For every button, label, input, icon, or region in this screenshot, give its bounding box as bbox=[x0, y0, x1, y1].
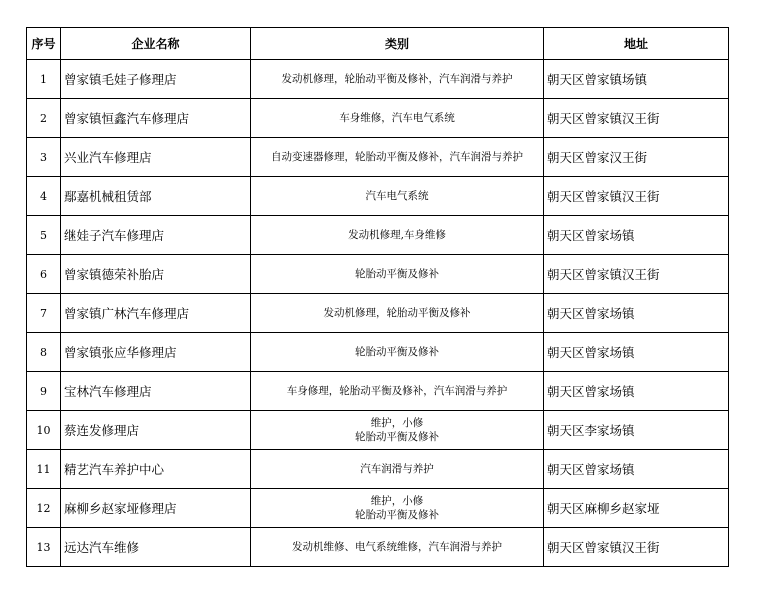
cell-address: 朝天区曾家镇汉王街 bbox=[544, 255, 729, 294]
cell-no: 4 bbox=[27, 177, 61, 216]
cell-address: 朝天区曾家汉王街 bbox=[544, 138, 729, 177]
cell-name: 蔡连发修理店 bbox=[61, 411, 251, 450]
cell-address: 朝天区麻柳乡赵家垭 bbox=[544, 489, 729, 528]
cell-no: 1 bbox=[27, 60, 61, 99]
cell-address: 朝天区曾家场镇 bbox=[544, 216, 729, 255]
cell-no: 13 bbox=[27, 528, 61, 567]
cell-category bbox=[251, 60, 544, 99]
cell-name: 麻柳乡赵家垭修理店 bbox=[61, 489, 251, 528]
category-line: 自动变速器修理，轮胎动平衡及修补，汽车润滑与养护 bbox=[271, 151, 523, 163]
category-line: 轮胎动平衡及修补 bbox=[355, 431, 439, 443]
table-row bbox=[27, 138, 729, 177]
category-line: 汽车润滑与养护 bbox=[360, 463, 434, 475]
header-address: 地址 bbox=[544, 28, 729, 60]
table-row bbox=[27, 528, 729, 567]
table-row bbox=[27, 372, 729, 411]
cell-category bbox=[251, 99, 544, 138]
cell-address: 朝天区曾家镇场镇 bbox=[544, 60, 729, 99]
cell-category bbox=[251, 333, 544, 372]
category-line: 轮胎动平衡及修补 bbox=[355, 346, 439, 358]
cell-category bbox=[251, 294, 544, 333]
cell-name: 继娃子汽车修理店 bbox=[61, 216, 251, 255]
table-row bbox=[27, 411, 729, 450]
category-line: 发动机维修、电气系统维修，汽车润滑与养护 bbox=[292, 541, 502, 553]
cell-name: 宝林汽车修理店 bbox=[61, 372, 251, 411]
table-row bbox=[27, 333, 729, 372]
cell-address: 朝天区李家场镇 bbox=[544, 411, 729, 450]
table-row bbox=[27, 60, 729, 99]
cell-category bbox=[251, 255, 544, 294]
cell-name: 曾家镇恒鑫汽车修理店 bbox=[61, 99, 251, 138]
cell-no: 11 bbox=[27, 450, 61, 489]
header-category: 类别 bbox=[251, 28, 544, 60]
category-line: 发动机修理,车身维修 bbox=[348, 229, 446, 241]
table-header-row bbox=[27, 28, 729, 60]
cell-name: 曾家镇广林汽车修理店 bbox=[61, 294, 251, 333]
category-line: 汽车电气系统 bbox=[365, 190, 429, 202]
category-line: 车身修理，轮胎动平衡及修补，汽车润滑与养护 bbox=[286, 385, 508, 397]
cell-address: 朝天区曾家场镇 bbox=[544, 294, 729, 333]
cell-address: 朝天区曾家镇汉王街 bbox=[544, 177, 729, 216]
cell-category bbox=[251, 138, 544, 177]
cell-no: 10 bbox=[27, 411, 61, 450]
cell-name: 曾家镇张应华修理店 bbox=[61, 333, 251, 372]
table-row bbox=[27, 99, 729, 138]
category-line: 维护，小修 bbox=[370, 495, 424, 507]
cell-name: 曾家镇毛娃子修理店 bbox=[61, 60, 251, 99]
cell-address: 朝天区曾家场镇 bbox=[544, 372, 729, 411]
cell-no: 7 bbox=[27, 294, 61, 333]
cell-name: 鄢嘉机械租赁部 bbox=[61, 177, 251, 216]
table-row bbox=[27, 294, 729, 333]
cell-address: 朝天区曾家场镇 bbox=[544, 333, 729, 372]
cell-category bbox=[251, 411, 544, 450]
table-row bbox=[27, 216, 729, 255]
table-body bbox=[27, 60, 729, 567]
cell-category bbox=[251, 177, 544, 216]
category-line: 车身维修，汽车电气系统 bbox=[339, 112, 455, 124]
cell-no: 5 bbox=[27, 216, 61, 255]
category-line: 发动机修理，轮胎动平衡及修补 bbox=[323, 307, 471, 319]
header-no: 序号 bbox=[27, 28, 61, 60]
category-line: 轮胎动平衡及修补 bbox=[355, 509, 439, 521]
category-line: 轮胎动平衡及修补 bbox=[355, 268, 439, 280]
cell-category bbox=[251, 372, 544, 411]
cell-no: 6 bbox=[27, 255, 61, 294]
table-row bbox=[27, 255, 729, 294]
cell-category bbox=[251, 450, 544, 489]
cell-address: 朝天区曾家镇汉王街 bbox=[544, 99, 729, 138]
cell-no: 12 bbox=[27, 489, 61, 528]
table-row bbox=[27, 489, 729, 528]
cell-no: 9 bbox=[27, 372, 61, 411]
cell-name: 兴业汽车修理店 bbox=[61, 138, 251, 177]
cell-no: 2 bbox=[27, 99, 61, 138]
header-name: 企业名称 bbox=[61, 28, 251, 60]
cell-category bbox=[251, 489, 544, 528]
category-line: 发动机修理，轮胎动平衡及修补，汽车润滑与养护 bbox=[281, 73, 513, 85]
table-row bbox=[27, 177, 729, 216]
cell-category bbox=[251, 528, 544, 567]
cell-name: 曾家镇德荣补胎店 bbox=[61, 255, 251, 294]
cell-no: 8 bbox=[27, 333, 61, 372]
category-line: 维护，小修 bbox=[370, 417, 424, 429]
cell-name: 远达汽车维修 bbox=[61, 528, 251, 567]
enterprise-table bbox=[26, 27, 729, 567]
cell-address: 朝天区曾家镇汉王街 bbox=[544, 528, 729, 567]
cell-category bbox=[251, 216, 544, 255]
table-row bbox=[27, 450, 729, 489]
cell-address: 朝天区曾家场镇 bbox=[544, 450, 729, 489]
cell-name: 精艺汽车养护中心 bbox=[61, 450, 251, 489]
cell-no: 3 bbox=[27, 138, 61, 177]
